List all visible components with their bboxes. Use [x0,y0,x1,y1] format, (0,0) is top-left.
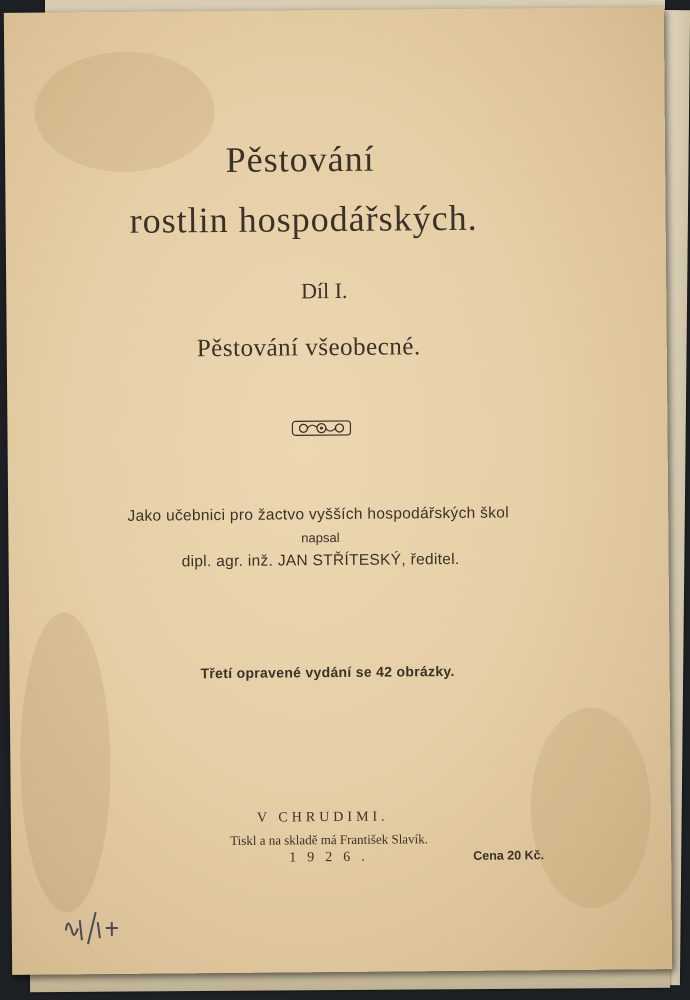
intro-text: Jako učebnici pro žactvo vyšších hospodářských škol [127,504,509,525]
publication-year: 1926. [289,849,376,866]
title-line-2: rostlin hospodářských. [129,197,478,241]
book-cover [4,7,672,975]
edition-note: Třetí opravené vydání se 42 obrázky. [200,662,455,682]
paper-stain [19,612,112,913]
subtitle: Pěstování všeobecné. [196,333,421,363]
author-name: dipl. agr. inž. JAN STŘÍTESKÝ, ředitel. [181,550,460,571]
publication-city: V CHRUDIMI. [256,809,389,826]
floral-ornament-icon [291,418,351,439]
author-verb: napsal [301,529,340,546]
handwritten-note [60,900,140,947]
price-label: Cena 20 Kč. [473,848,545,863]
printer-note: Tiskl a na skladě má František Slavík. [230,831,428,848]
title-line-1: Pěstování [225,138,375,180]
part-number: Díl I. [300,277,348,304]
